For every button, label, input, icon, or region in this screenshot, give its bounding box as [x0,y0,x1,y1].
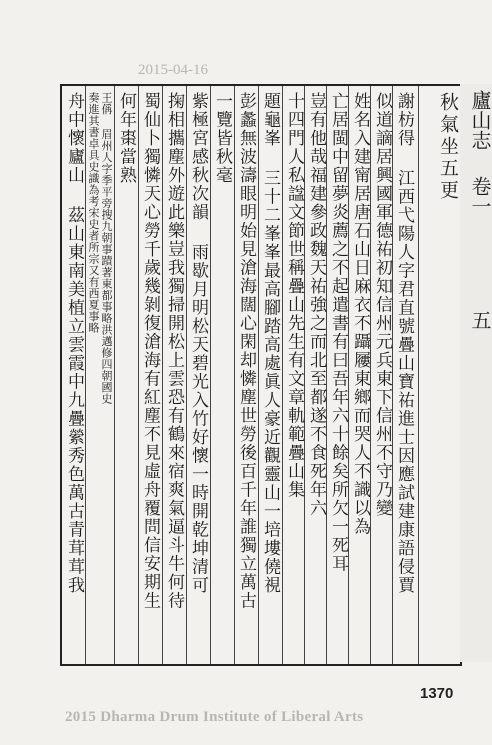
text-column: 題龜峯 三十二峯峯最高腳踏高處眞人豪近觀靈山一培塿僥視 [260,92,280,595]
text-column: 亡居閩中留夢炎薦之不起遣書有曰吾年六十餘矣所欠一死耳 [328,92,348,573]
text-column: 似道謫居興國軍德祐初知信州元兵東下信州不守乃變 [372,92,392,518]
text-column: 奏進其書卓具史識為考宋史者所宗又有西夏事略 [87,92,100,334]
text-column: 豈有他哉福建參政魏天祐強之而北至都遂不食死年六 [306,92,326,518]
footer-watermark: 2015 Dharma Drum Institute of Liberal Arts [65,709,364,725]
text-column: 舟中懷廬山 茲山東南美植立雲霞中九疊縈秀色萬古青茸茸我 [64,92,84,595]
chapter-label: 卷一 [468,176,492,216]
text-column: 秋氣坐五更 [437,92,459,202]
text-column: 掬相攜塵外遊此樂豈我獨掃開松上雲恐有鶴來宿爽氣逼斗牛何待 [164,92,184,610]
text-column: 王偁 眉州人字季平旁搜九朝事蹟著東都事略洪邁修四朝國史 [100,92,113,405]
margin-label [460,84,492,662]
text-column: 謝枋得 江西弋陽人字君直號疊山寶祐進士因應試建康語侵賈 [394,92,414,595]
text-column: 何年棗當熟 [116,92,136,185]
text-column: 紫極宮感秋次韻 雨歇月明松天碧光入竹好懷一時開乾坤清可 [188,92,208,595]
folio-label: 五 [468,310,492,330]
book-title: 廬山志 [468,90,492,150]
text-column: 姓名入建甯居唐石山日麻衣不躡屨東鄉而哭人不識以為 [350,92,370,536]
page-number: 1370 [420,685,454,702]
date-stamp: 2015-04-16 [138,62,208,78]
text-column: 一覽皆秋毫 [212,92,232,185]
text-frame [60,84,462,666]
text-column: 蜀仙卜獨憐天心勞千歲幾剝復滄海有紅塵不見虛舟覆問信安期生 [140,92,160,610]
text-column: 十四門人私諡文節世稱疊山先生有文章軌範疊山集 [284,92,304,499]
text-column: 彭蠡無波濤眼明始見滄海闊心閑却憐塵世勞後百千年誰獨立萬古 [236,92,256,610]
